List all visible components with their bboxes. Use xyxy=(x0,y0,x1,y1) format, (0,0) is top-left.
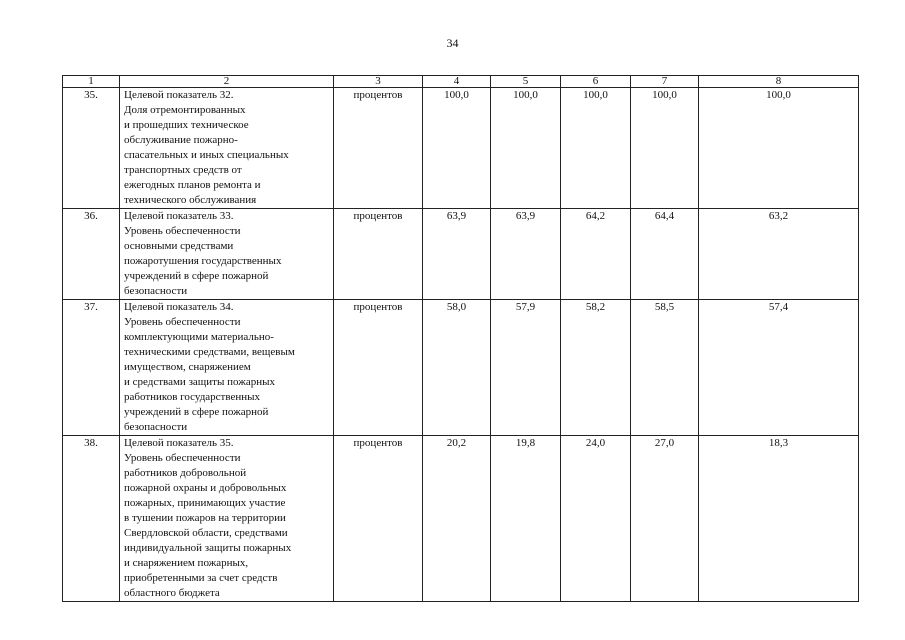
indicator-name-line: техническими средствами, вещевым xyxy=(124,346,295,358)
indicator-name-line: и снаряжением пожарных, xyxy=(124,557,249,569)
column-number: 2 xyxy=(120,76,334,88)
table-row xyxy=(63,88,859,209)
indicators-table xyxy=(62,75,859,602)
indicator-name-line: основными средствами xyxy=(124,240,234,252)
value-cell: 18,3 xyxy=(699,436,859,602)
indicator-name xyxy=(120,436,334,602)
indicator-name-line: в тушении пожаров на территории xyxy=(124,512,286,524)
value-cell: 58,0 xyxy=(423,300,491,436)
column-number: 8 xyxy=(699,76,859,88)
indicator-name-line: работников государственных xyxy=(124,391,261,403)
indicator-name xyxy=(120,209,334,300)
indicator-name-line: Доля отремонтированных xyxy=(124,104,246,116)
value-cell: 100,0 xyxy=(631,88,699,209)
indicator-name-line: Целевой показатель 32. xyxy=(124,89,234,101)
indicator-name-line: безопасности xyxy=(124,421,188,433)
indicator-name-line: технического обслуживания xyxy=(124,194,257,206)
value-cell: 64,4 xyxy=(631,209,699,300)
row-number: 36. xyxy=(63,209,120,300)
column-number: 5 xyxy=(491,76,561,88)
indicator-name-line: и средствами защиты пожарных xyxy=(124,376,275,388)
table-row xyxy=(63,300,859,436)
indicator-name-line: ежегодных планов ремонта и xyxy=(124,179,261,191)
value-cell: 57,9 xyxy=(491,300,561,436)
unit-cell: процентов xyxy=(334,300,423,436)
unit-cell: процентов xyxy=(334,436,423,602)
indicator-name-line: Свердловской области, средствами xyxy=(124,527,288,539)
indicator-name-line: и прошедших техническое xyxy=(124,119,249,131)
value-cell: 100,0 xyxy=(491,88,561,209)
value-cell: 27,0 xyxy=(631,436,699,602)
indicator-name-line: приобретенными за счет средств xyxy=(124,572,278,584)
indicator-name-line: комплектующими материально- xyxy=(124,331,274,343)
value-cell: 19,8 xyxy=(491,436,561,602)
value-cell: 63,2 xyxy=(699,209,859,300)
indicator-name-line: работников добровольной xyxy=(124,467,247,479)
value-cell: 100,0 xyxy=(423,88,491,209)
indicator-name-line: Целевой показатель 34. xyxy=(124,301,234,313)
column-number: 1 xyxy=(63,76,120,88)
indicator-name-line: пожаротушения государственных xyxy=(124,255,282,267)
value-cell: 63,9 xyxy=(423,209,491,300)
row-number: 38. xyxy=(63,436,120,602)
indicator-name-line: имуществом, снаряжением xyxy=(124,361,251,373)
value-cell: 100,0 xyxy=(699,88,859,209)
value-cell: 57,4 xyxy=(699,300,859,436)
table-row xyxy=(63,209,859,300)
indicator-name-line: Целевой показатель 33. xyxy=(124,210,234,222)
value-cell: 58,2 xyxy=(561,300,631,436)
page-number: 34 xyxy=(446,36,459,50)
value-cell: 24,0 xyxy=(561,436,631,602)
indicator-name-line: Уровень обеспеченности xyxy=(124,225,241,237)
value-cell: 63,9 xyxy=(491,209,561,300)
indicator-name-line: Уровень обеспеченности xyxy=(124,452,241,464)
indicator-name-line: Уровень обеспеченности xyxy=(124,316,241,328)
value-cell: 64,2 xyxy=(561,209,631,300)
column-number: 4 xyxy=(423,76,491,88)
indicator-name-line: обслуживание пожарно- xyxy=(124,134,238,146)
indicator-name-line: безопасности xyxy=(124,285,188,297)
column-number: 7 xyxy=(631,76,699,88)
row-number: 37. xyxy=(63,300,120,436)
indicator-name-line: транспортных средств от xyxy=(124,164,242,176)
column-number: 6 xyxy=(561,76,631,88)
unit-cell: процентов xyxy=(334,209,423,300)
row-number: 35. xyxy=(63,88,120,209)
value-cell: 58,5 xyxy=(631,300,699,436)
indicator-name-line: пожарных, принимающих участие xyxy=(124,497,286,509)
unit-cell: процентов xyxy=(334,88,423,209)
indicator-name-line: учреждений в сфере пожарной xyxy=(124,270,269,282)
table-row xyxy=(63,436,859,602)
indicator-name-line: индивидуальной защиты пожарных xyxy=(124,542,292,554)
indicator-name xyxy=(120,88,334,209)
indicator-name-line: учреждений в сфере пожарной xyxy=(124,406,269,418)
value-cell: 20,2 xyxy=(423,436,491,602)
indicator-name-line: спасательных и иных специальных xyxy=(124,149,289,161)
column-number: 3 xyxy=(334,76,423,88)
indicator-name xyxy=(120,300,334,436)
column-number-row xyxy=(63,76,859,88)
indicator-name-line: областного бюджета xyxy=(124,587,220,599)
value-cell: 100,0 xyxy=(561,88,631,209)
indicator-name-line: пожарной охраны и добровольных xyxy=(124,482,287,494)
indicator-name-line: Целевой показатель 35. xyxy=(124,437,234,449)
